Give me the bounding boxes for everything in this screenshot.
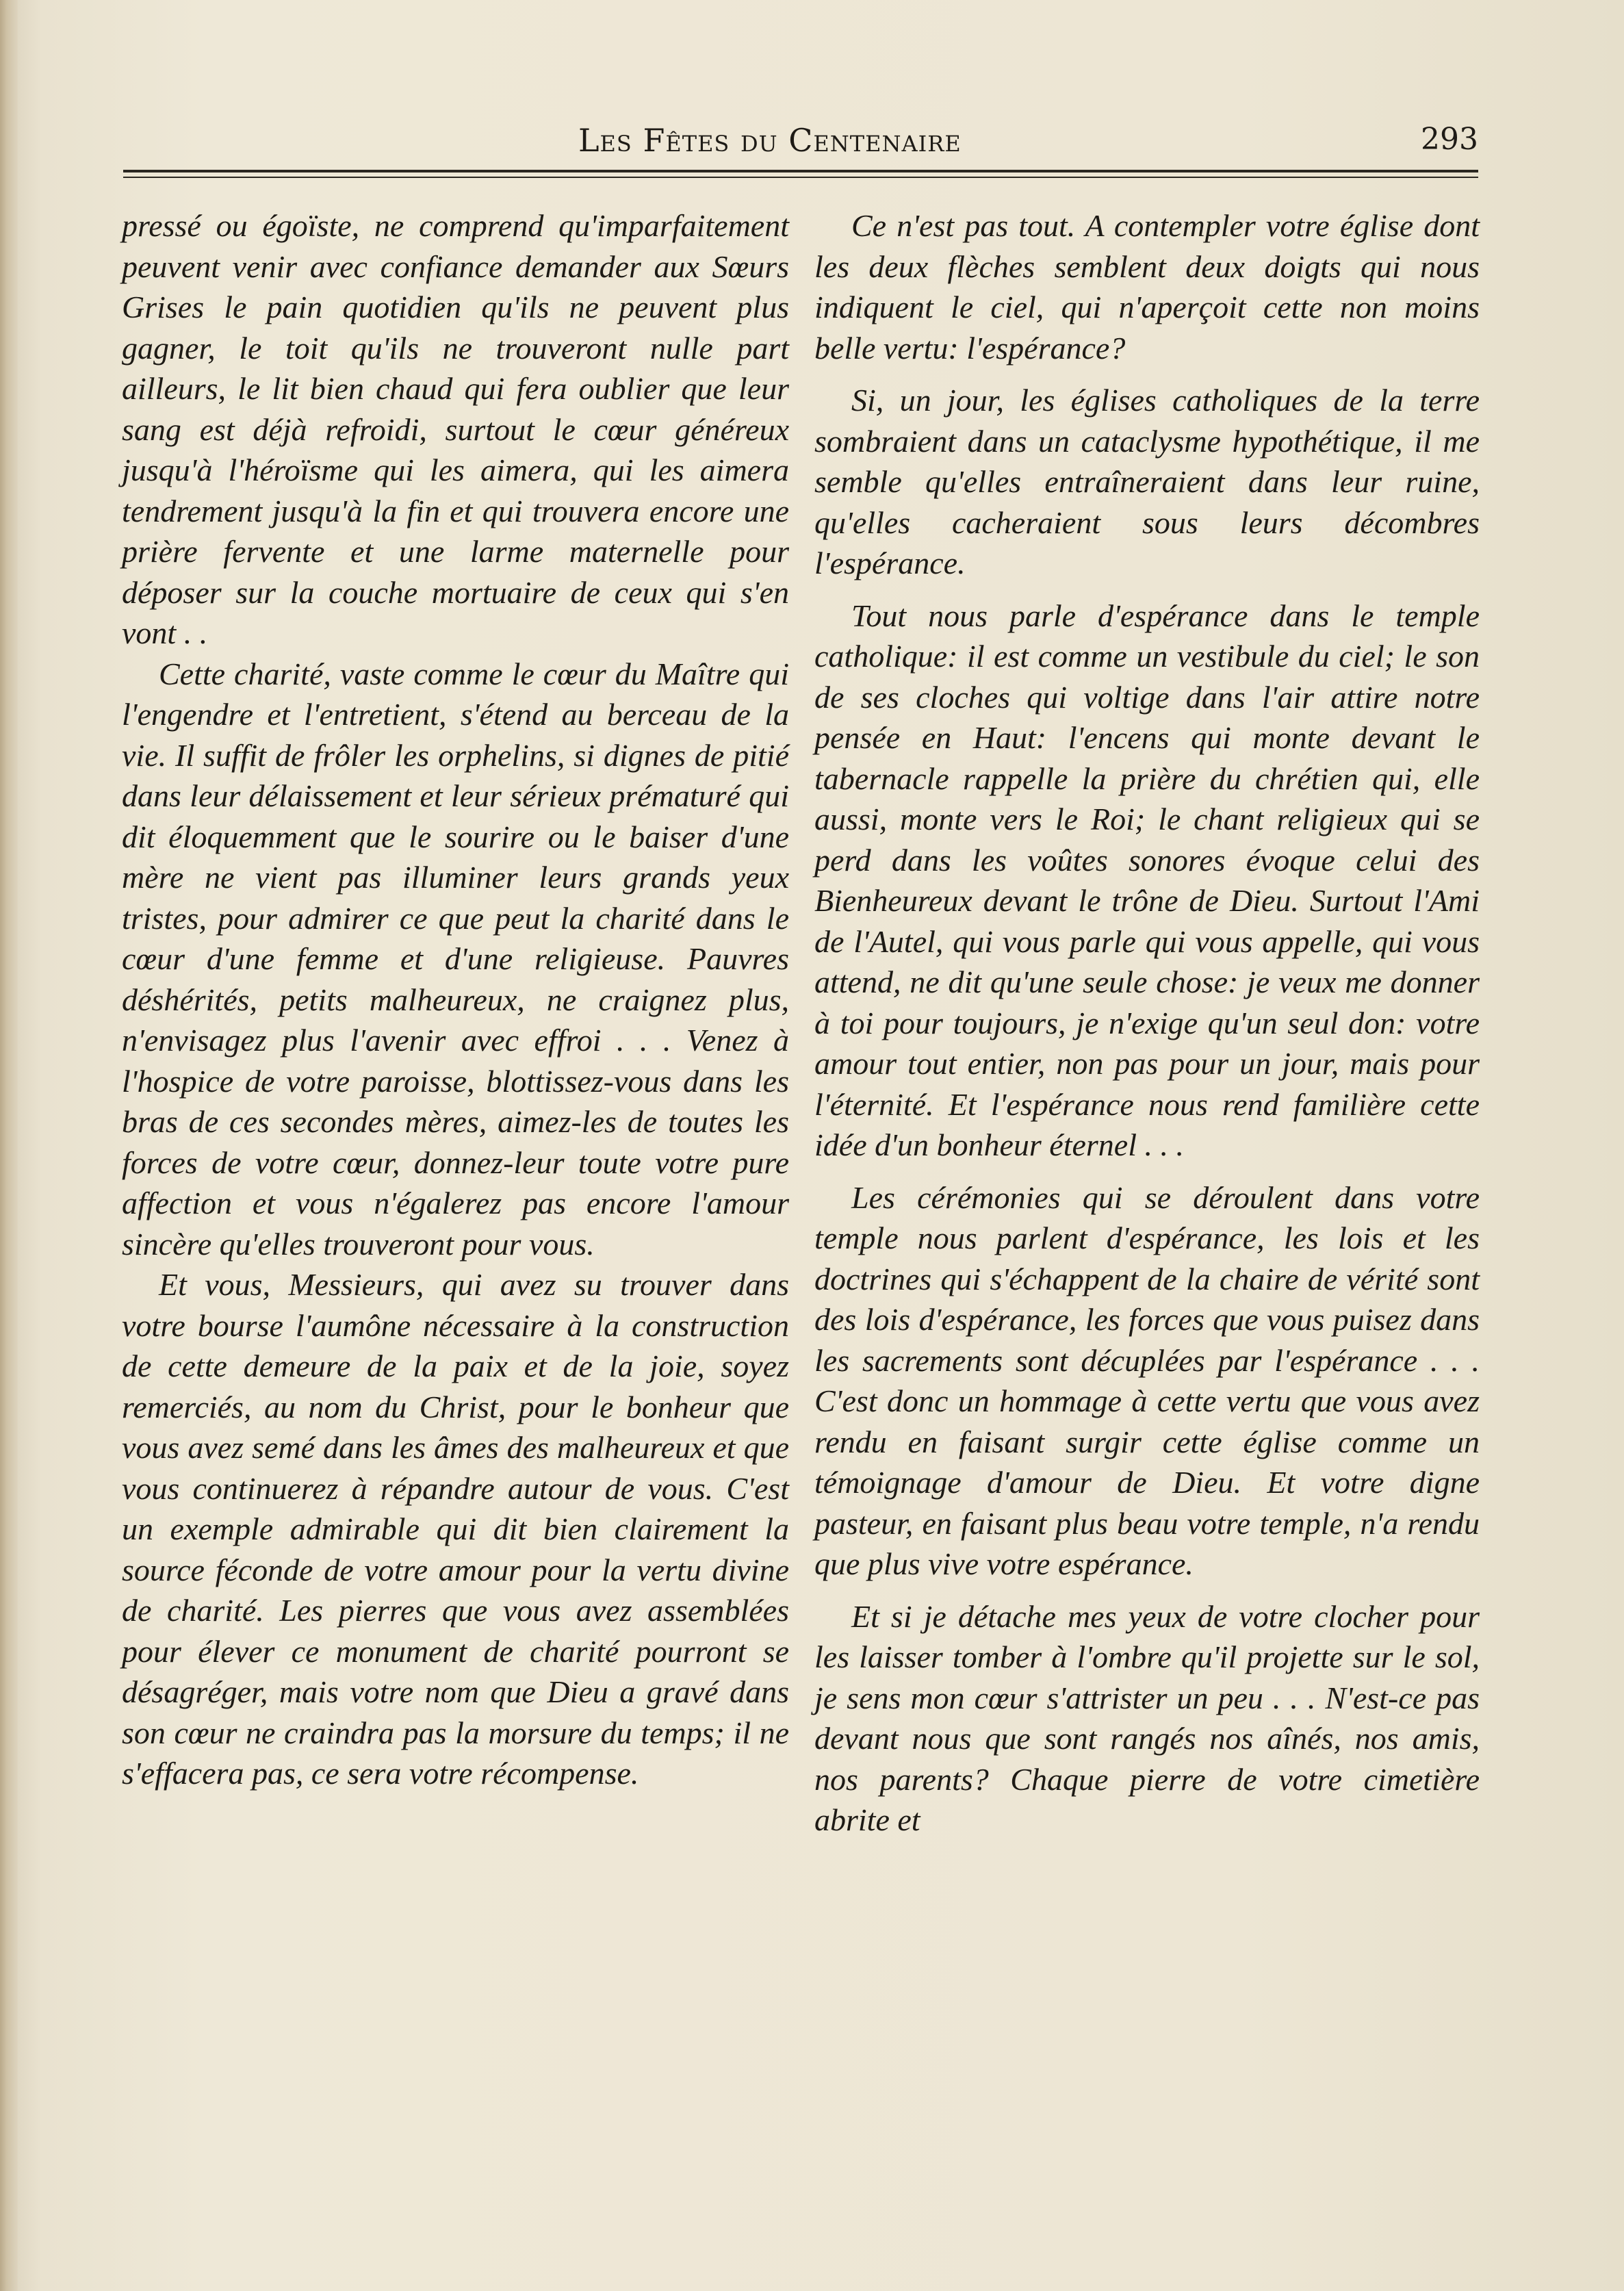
left-paragraph-3: Et vous, Messieurs, qui avez su trouver dans votre bourse l'aumône nécessaire à la construction de cette demeure de la paix et de la joie, soyez remerciés, au nom du Christ, pour le bonheur que vous avez semé dans les âmes des malheureux et que vous continuerez à répandre autour de vous. C'est un exemple admirable qui dit bien clairement la source féconde de votre amour pour la vertu divine de charité. Les pierres que vous avez assemblées pour élever ce monument de charité pourront se désagréger, mais votre nom que Dieu a gravé dans son cœur ne craindra pas la morsure du temps; il ne s'effacera pas, ce sera votre récompense. — [122, 1267, 789, 1791]
right-column — [814, 205, 1480, 1841]
header-rule-thin — [123, 177, 1478, 178]
right-paragraph-4: Les cérémonies qui se déroulent dans votre temple nous parlent d'espérance, les lois et les doctrines qui s'échappent de la chaire de vérité sont des lois d'espérance, les forces que vous puisez dans les sacrements sont décuplées par l'espérance . . . C'est donc un hommage à cette vertu que vous avez rendu en faisant surgir cette église comme un témoignage d'amour de Dieu. Et votre digne pasteur, en faisant plus beau votre temple, n'a rendu que plus vive votre espérance. — [814, 1179, 1480, 1581]
binding-edge — [0, 0, 18, 2291]
left-paragraph-1: pressé ou égoïste, ne comprend qu'imparfaitement peuvent venir avec confiance demander aux Sœurs Grises le pain quotidien qu'ils ne peuvent plus gagner, le toit qu'ils ne trouveront nulle part ailleurs, le lit bien chaud qui fera oublier que leur sang est déjà refroidi, surtout le cœur généreux jusqu'à l'héroïsme qui les aimera, qui les aimera tendrement jusqu'à la fin et qui trouvera encore une prière fervente et une larme maternelle pour déposer sur la couche mortuaire de ceux qui s'en vont . . — [122, 208, 789, 650]
header-rule-thick — [123, 170, 1478, 172]
right-paragraph-2: Si, un jour, les églises catholiques de la terre sombraient dans un cataclysme hypothétique, il me semble qu'elles entraîneraient dans leur ruine, qu'elles cacheraient sous leurs décombres l'espérance. — [814, 383, 1480, 580]
running-title: Les Fêtes du Centenaire — [578, 122, 962, 159]
right-paragraph-5: Et si je détache mes yeux de votre clocher pour les laisser tomber à l'ombre qu'il projette sur le sol, je sens mon cœur s'attrister un peu . . . N'est-ce pas devant nous que sont rangés nos aînés, nos amis, nos parents? Chaque pierre de votre cimetière abrite et — [814, 1598, 1480, 1837]
right-paragraph-3: Tout nous parle d'espérance dans le temple catholique: il est comme un vestibule du ciel; le son de ses cloches qui voltige dans l'air attire notre pensée en Haut: l'encens qui monte devant le tabernacle rappelle la prière du chrétien qui, elle aussi, monte vers le Roi; le chant religieux qui se perd dans les voûtes sonores évoque celui des Bienheureux devant le trône de Dieu. Surtout l'Ami de l'Autel, qui vous parle qui vous appelle, qui vous attend, ne dit qu'une seule chose: je veux me donner à toi pour toujours, je n'exige qu'un seul don: votre amour tout entier, non pas pour un jour, mais pour l'éternité. Et l'espérance nous rend familière cette idée d'un bonheur éternel . . . — [814, 598, 1480, 1162]
left-paragraph-2: Cette charité, vaste comme le cœur du Maître qui l'engendre et l'entretient, s'étend au berceau de la vie. Il suffit de frôler les orphelins, si dignes de pitié dans leur délaissement et leur sérieux prématuré qui dit éloquemment que le sourire ou le baiser d'une mère ne vient pas illuminer leurs grands yeux tristes, pour admirer ce que peut la charité dans le cœur d'une femme et d'une religieuse. Pauvres déshérités, petits malheureux, ne craignez plus, n'envisagez plus l'avenir avec effroi . . . Venez à l'hospice de votre paroisse, blottissez-vous dans les bras de ces secondes mères, aimez-les de toutes les forces de votre cœur, donnez-leur toute votre pure affection et vous n'égalerez pas encore l'amour sincère qu'elles trouveront pour vous. — [122, 656, 789, 1262]
right-paragraph-1: Ce n'est pas tout. A contempler votre église dont les deux flèches semblent deux doigts qui nous indiquent le ciel, qui n'aperçoit cette non moins belle vertu: l'espérance? — [814, 208, 1480, 366]
page-number: 293 — [1421, 122, 1478, 157]
left-column — [122, 205, 789, 1794]
page-header — [123, 122, 1478, 170]
